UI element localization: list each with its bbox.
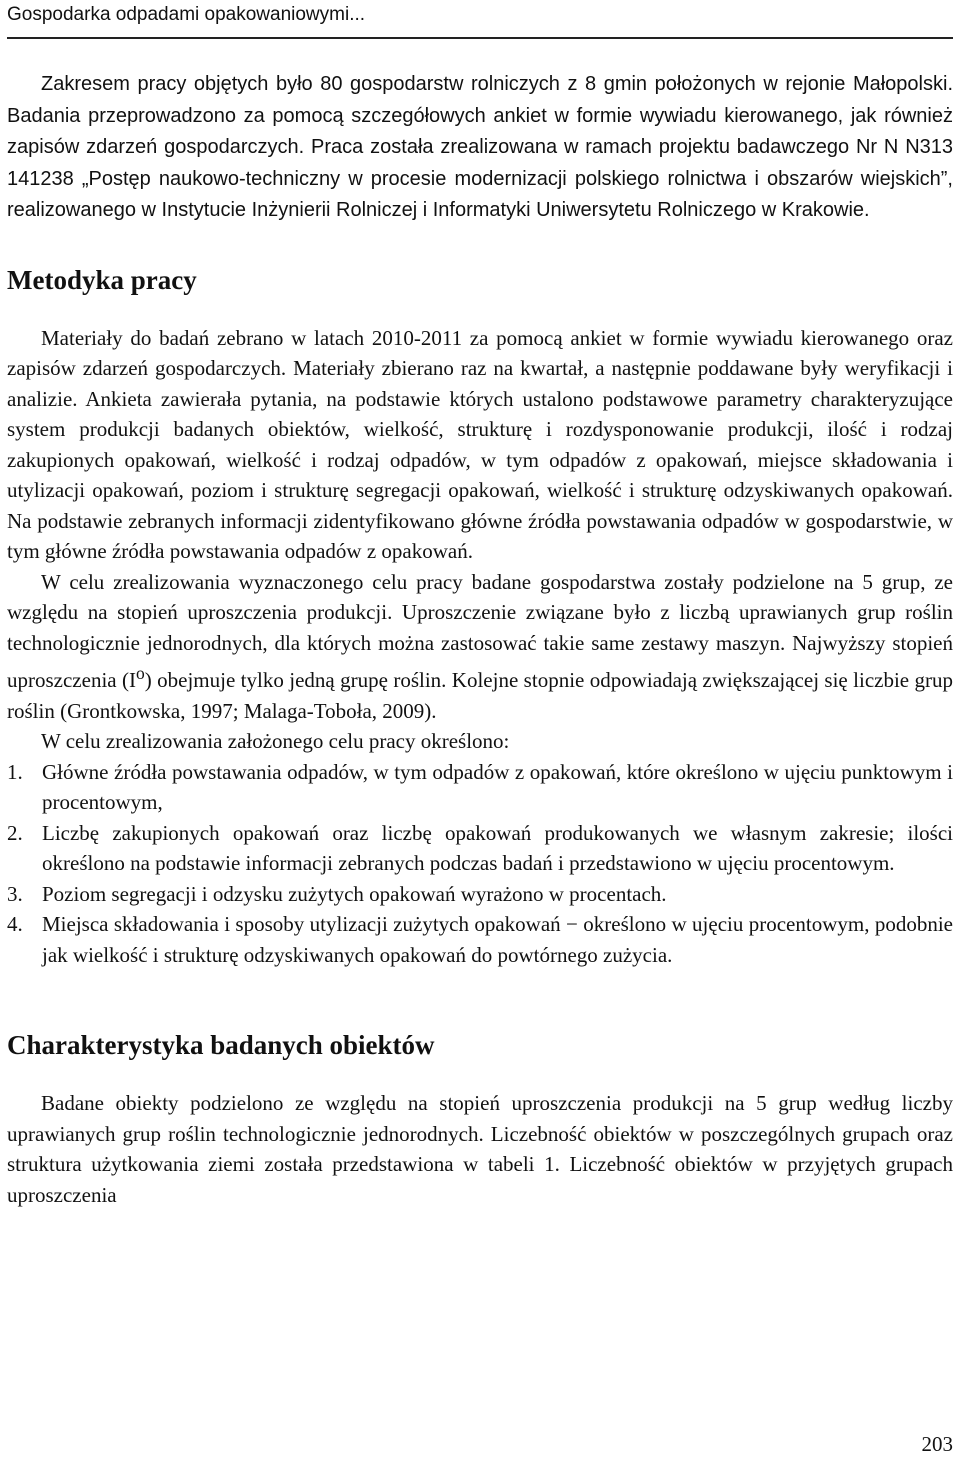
list-item-number: 3. <box>7 881 23 906</box>
list-item-text: Główne źródła powstawania odpadów, w tym odpadów z opakowań, które określono w ujęciu punktowym i procentowym, <box>42 759 953 814</box>
methods-paragraph-3: W celu zrealizowania założonego celu pracy określono: <box>41 729 510 753</box>
degree-superscript: o <box>136 663 145 683</box>
list-item-text: Poziom segregacji i odzysku zużytych opakowań wyrażono w procentach. <box>42 881 667 906</box>
intro-text-part2: Praca została zrealizowana w ramach projektu badawczego Nr N N313 141238 „Postęp naukowo-techniczny w procesie modernizacji polskiego rolnictwa i obszarów wiejskich”, realizowanego w Instytucie Inżynierii Rolniczej i Informatyki Uniwersytetu Rolniczego w Krakowie. <box>7 136 954 221</box>
section-heading-objects: Charakterystyka badanych obiektów <box>7 1030 435 1060</box>
list-item <box>7 757 953 818</box>
intro-paragraph <box>7 68 953 226</box>
page-number: 203 <box>921 1432 953 1456</box>
methods-paragraph-1: Materiały do badań zebrano w latach 2010-2011 za pomocą ankiet w formie wywiadu kierowanego oraz zapisów zdarzeń gospodarczych. Materiały zbierano raz na kwartał, a następnie poddawane były weryfikacji i analizie. Ankieta zawierała pytania, na podstawie których ustalono podstawowe parametry charakteryzujące system produkcji badanych obiektów, wielkość, strukturę i rozdysponowanie produkcji, ilość i rodzaj zakupionych opakowań, wielkość i rodzaj odpadów, w tym odpadów z opakowań, miejsce składowania i utylizacji opakowań, poziom i strukturę segregacji opakowań, wielkość i strukturę odzyskiwanych opakowań. Na podstawie zebranych informacji zidentyfikowano główne źródła powstawania odpadów w gospodarstwie, w tym główne źródła powstawania odpadów z opakowań. <box>7 325 953 563</box>
header-divider <box>7 37 953 39</box>
running-header: Gospodarka odpadami opakowaniowymi... <box>7 4 366 25</box>
list-item-text: Miejsca składowania i sposoby utylizacji zużytych opakowań − określono w ujęciu procentowym, podobnie jak wielkość i strukturę odzyskiwanych opakowań do powtórnego zużycia. <box>42 912 953 967</box>
methods-paragraph-2-text-b: ) obejmuje tylko jedną grupę roślin. Kolejne stopnie odpowiadają zwiększającej się liczbie grup roślin (Grontkowska, 1997; Malaga-Toboła, 2009). <box>7 668 953 723</box>
list-item-number: 1. <box>7 759 23 784</box>
article-body <box>7 68 953 1210</box>
methods-list <box>7 757 953 971</box>
objects-paragraph-1: Badane obiekty podzielono ze względu na stopień uproszczenia produkcji na 5 grup według liczby uprawianych grup roślin technologicznie jednorodnych. Liczebność obiektów w poszczególnych grupach oraz struktura użytkowania ziemi została przedstawiona w tabeli 1. Liczebność obiektów w przyjętych grupach uproszczenia <box>7 1091 953 1207</box>
list-item-text: Liczbę zakupionych opakowań oraz liczbę opakowań produkowanych we własnym zakresie; ilości określono na podstawie informacji zebranych podczas badań i przedstawiono w ujęciu procentowym. <box>42 820 953 875</box>
list-item <box>7 818 953 879</box>
list-item-number: 2. <box>7 820 23 845</box>
list-item <box>7 909 953 970</box>
intro-text-part1: Zakresem pracy objętych było 80 gospodarstw rolniczych z 8 gmin położonych w rejonie Małopolski. Badania przeprowadzono za pomocą szczegółowych ankiet w formie wywiadu kierowanego, jak również zapisów zdarzeń gospodarczych. <box>7 73 953 158</box>
methods-paragraph-2-text-a: W celu zrealizowania wyznaczonego celu pracy badane gospodarstwa zostały podzielone na 5 grup, ze względu na stopień uproszczenia produkcji. Uproszczenie związane było z liczbą uprawianych grup roślin technologicznie jednorodnych, dla których można zastosować takie same zestawy maszyn. Najwyższy stopień uproszczenia (I <box>7 569 953 692</box>
list-item <box>7 879 953 910</box>
section-heading-methods: Metodyka pracy <box>7 264 197 295</box>
list-item-number: 4. <box>7 912 23 936</box>
methods-paragraph-2 <box>7 567 953 727</box>
